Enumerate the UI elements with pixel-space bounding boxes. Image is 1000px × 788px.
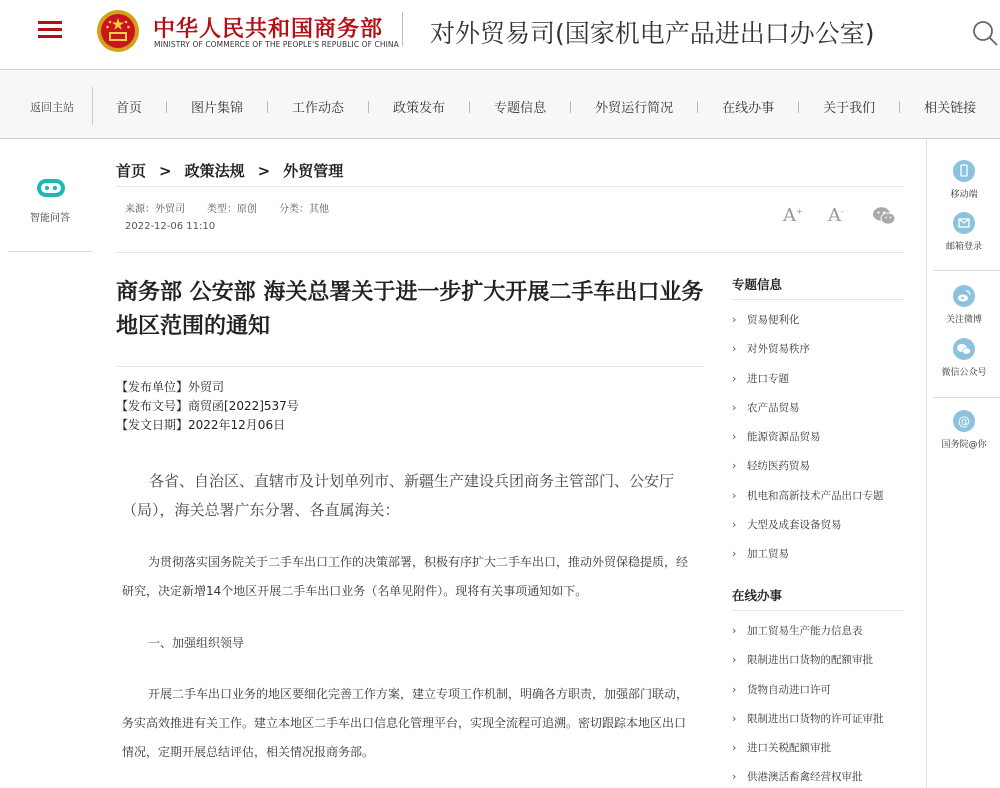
chevron-right-icon: › [732,653,737,667]
topic-item[interactable] [732,312,904,341]
topic-label: 大型及成套设备贸易 [747,519,842,532]
chevron-right-icon: › [732,488,737,502]
wechat-share-icon[interactable] [872,206,896,226]
weibo-label: 关注微博 [945,315,982,325]
chevron-right-icon: › [732,371,737,385]
wechat-label: 微信公众号 [941,368,987,378]
chevron-right-icon: › [732,400,737,414]
nav-item-topics[interactable]: 专题信息 [494,101,547,116]
breadcrumb-home[interactable]: 首页 [116,162,147,180]
topic-label: 加工贸易 [747,548,789,561]
font-increase-button[interactable] [783,205,803,226]
article-title: 商务部 公安部 海关总署关于进一步扩大开展二手车出口业务地区范围的通知 [116,280,704,339]
nav-separator [267,101,268,113]
info-publisher: 【发布单位】外贸司 [116,380,225,394]
topic-item[interactable] [732,341,904,370]
online-service-label: 限制进出口货物的许可证审批 [747,712,884,725]
article-section-heading: 一、加强组织领导 [148,636,245,650]
online-service-divider [732,610,904,611]
topic-label: 贸易便利化 [747,314,800,326]
online-service-item[interactable] [732,652,904,681]
font-increase-label: A [783,205,796,226]
main-nav [0,71,1000,139]
weibo-icon [953,285,975,307]
topic-label: 农产品贸易 [747,401,800,414]
nav-separator [798,101,799,113]
breadcrumb-separator: > [159,162,172,180]
online-service-heading: 在线办事 [732,588,783,603]
font-decrease-button[interactable] [828,205,844,226]
chevron-right-icon: › [732,682,737,696]
chevron-right-icon: › [732,518,737,532]
state-council-label: 国务院@你 [941,440,987,450]
wechat-icon [953,338,975,360]
online-service-label: 供港澳活畜禽经营权审批 [747,771,863,784]
logo-title-en: MINISTRY OF COMMERCE OF THE PEOPLE'S REPUBLIC OF CHINA [154,40,399,49]
smart-qa-widget[interactable] [8,140,92,252]
nav-item-work-news[interactable]: 工作动态 [292,101,345,116]
topics-divider [732,299,904,300]
nav-item-links[interactable]: 相关链接 [924,101,977,116]
article-meta [125,200,351,215]
topic-item[interactable] [732,517,904,546]
online-service-list [732,623,904,788]
breadcrumb-separator: > [257,162,271,180]
online-service-item[interactable] [732,623,904,652]
robot-icon[interactable] [35,176,67,200]
topic-item[interactable] [732,488,904,517]
meta-category: 分类：其他 [279,204,329,215]
chevron-right-icon: › [732,770,737,784]
online-service-item[interactable] [732,769,904,788]
breadcrumb-policy[interactable]: 政策法规 [184,162,245,180]
right-float-bar [926,140,1000,788]
nav-item-online-service[interactable]: 在线办事 [722,101,775,116]
mail-login-link[interactable] [927,212,1000,252]
float-divider [933,397,1000,398]
nav-item-gallery[interactable]: 图片集锦 [191,101,244,116]
online-service-item[interactable] [732,682,904,711]
online-service-label: 货物自动进口许可 [747,683,831,696]
smart-qa-label: 智能问答 [30,213,70,224]
article-addressee: 各省、自治区、直辖市及计划单列市、新疆生产建设兵团商务主管部门、公安厅（局），海关总署广东分署、各直属海关： [122,472,675,519]
chevron-right-icon: › [732,459,737,473]
topic-item[interactable] [732,371,904,400]
nav-separator [899,101,900,113]
info-doc-number: 【发布文号】商贸函[2022]537号 [116,399,299,413]
nav-item-about[interactable]: 关于我们 [823,101,876,116]
font-decrease-label: A [828,205,841,226]
weibo-link[interactable] [927,285,1000,325]
online-service-label: 进口关税配额审批 [747,742,831,755]
nav-items [116,97,996,116]
nav-separator [570,101,571,113]
meta-divider [116,252,904,253]
breadcrumb-trade-management[interactable]: 外贸管理 [283,162,344,180]
font-increase-sign: + [796,207,803,216]
breadcrumb [116,160,343,181]
topic-item[interactable] [732,429,904,458]
topics-list [732,312,904,576]
mobile-label: 移动端 [950,190,978,200]
menu-icon[interactable] [38,21,62,39]
topics-heading: 专题信息 [732,277,783,292]
article-paragraph: 开展二手车出口业务的地区要细化完善工作方案，建立专项工作机制，明确各方职责，加强部门联动，务实高效推进有关工作。建立本地区二手车出口信息化管理平台，实现全流程可追溯。密切跟踪本地区出口情况，定期开展总结评估，相关情况报商务部。 [122,687,689,759]
back-home-link[interactable]: 返回主站 [30,101,74,114]
font-decrease-sign: - [841,207,844,216]
chevron-right-icon: › [732,547,737,561]
nav-item-trade-overview[interactable]: 外贸运行简况 [595,101,674,116]
header-divider [402,12,403,46]
state-council-link[interactable] [927,410,1000,450]
breadcrumb-divider [116,186,904,187]
at-icon [953,410,975,432]
nav-separator [469,101,470,113]
logo-title-cn[interactable]: 中华人民共和国商务部 [153,17,384,42]
topic-item[interactable] [732,400,904,429]
meta-date: 2022-12-06 11:10 [125,221,216,232]
national-emblem-logo[interactable] [96,9,140,53]
topic-label: 机电和高新技术产品出口专题 [747,489,884,502]
nav-item-home[interactable]: 首页 [116,101,143,116]
mobile-link[interactable] [927,160,1000,200]
svg-text:@: @ [958,414,970,429]
chevron-right-icon: › [732,313,737,326]
mobile-icon [953,160,975,182]
chevron-right-icon: › [732,342,737,356]
chevron-right-icon: › [732,624,737,637]
meta-type: 类型：原创 [207,204,257,215]
title-divider [116,366,704,367]
meta-source: 来源：外贸司 [125,204,185,215]
mail-login-label: 邮箱登录 [945,242,982,252]
online-service-item[interactable] [732,740,904,769]
mail-icon [953,212,975,234]
float-divider [933,270,1000,271]
wechat-link[interactable] [927,338,1000,378]
chevron-right-icon: › [732,741,737,755]
chevron-right-icon: › [732,711,737,725]
topic-label: 对外贸易秩序 [747,343,810,356]
nav-item-policy[interactable]: 政策发布 [393,101,446,116]
online-service-item[interactable] [732,711,904,740]
department-title: 对外贸易司(国家机电产品进出口办公室) [430,19,875,48]
topic-item[interactable] [732,546,904,575]
article-paragraph: 为贯彻落实国务院关于二手车出口工作的决策部署，积极有序扩大二手车出口，推动外贸保稳提质，经研究，决定新增14个地区开展二手车出口业务（名单见附件）。现将有关事项通知如下。 [122,555,689,598]
topic-label: 能源资源品贸易 [747,431,821,444]
topic-item[interactable] [732,458,904,487]
search-icon[interactable] [972,20,998,46]
chevron-right-icon: › [732,430,737,444]
online-service-label: 限制进出口货物的配额审批 [747,654,873,667]
site-header [0,0,1000,70]
nav-separator [166,101,167,113]
info-pub-date: 【发文日期】2022年12月06日 [116,418,286,432]
article-info [116,378,299,435]
topic-label: 进口专题 [747,372,789,385]
topic-label: 轻纺医药贸易 [747,460,810,473]
nav-separator [697,101,698,113]
online-service-label: 加工贸易生产能力信息表 [747,625,863,637]
nav-divider [92,87,93,125]
nav-separator [368,101,369,113]
